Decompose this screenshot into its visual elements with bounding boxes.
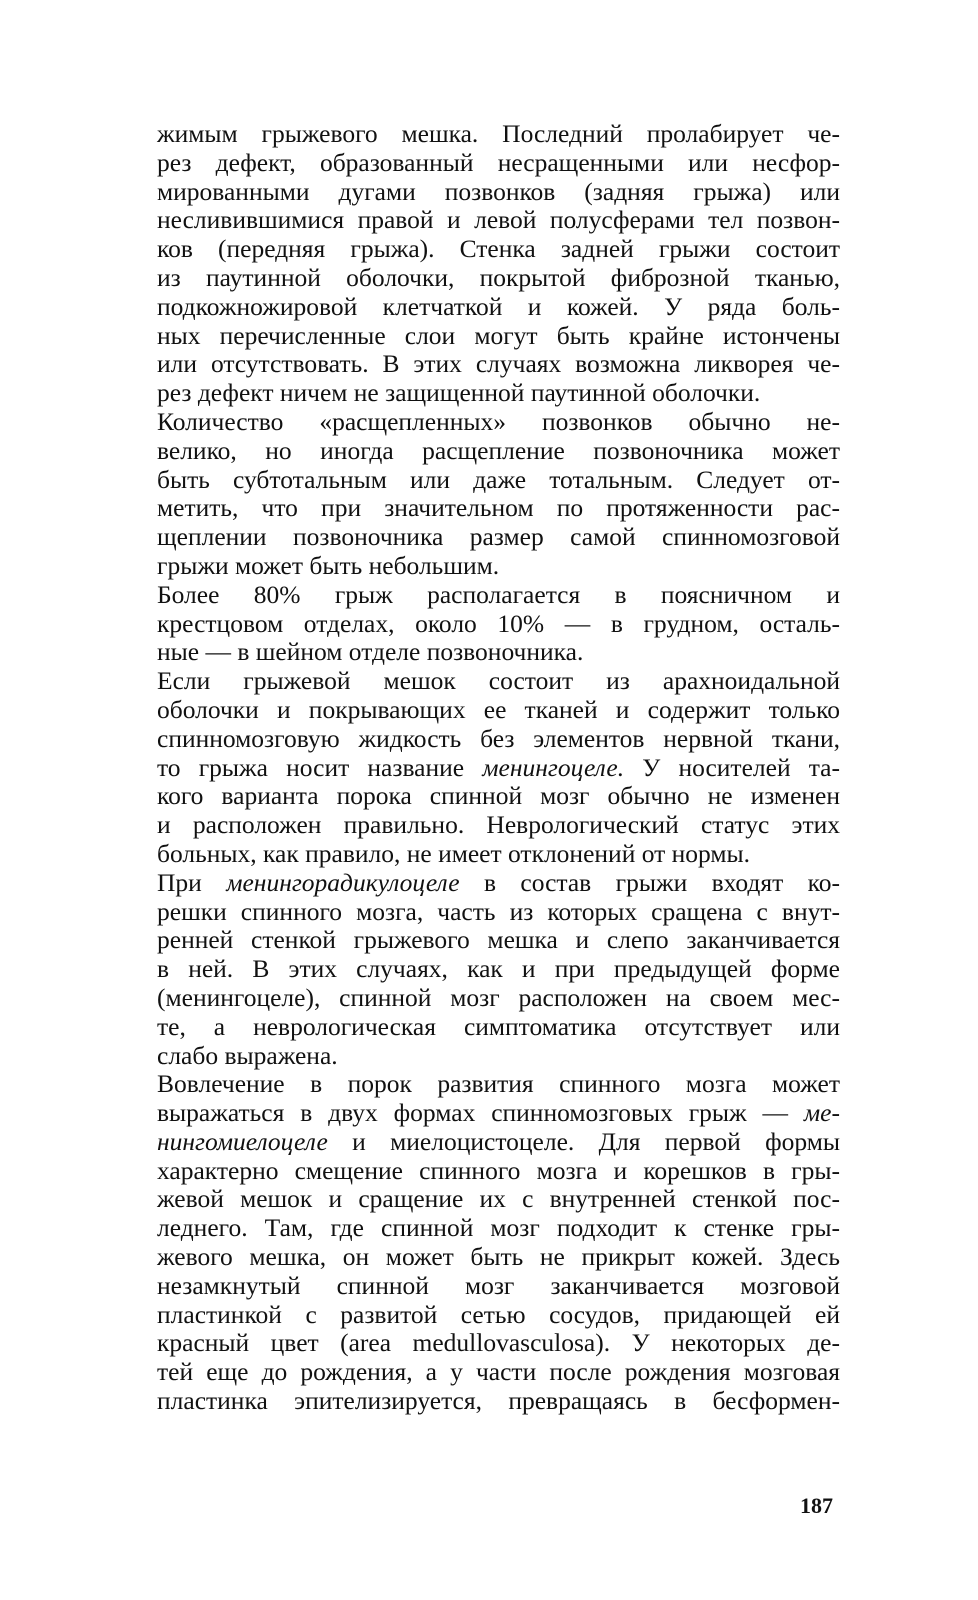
text-line bbox=[157, 725, 840, 754]
text-line bbox=[157, 638, 840, 667]
page-number: 187 bbox=[800, 1493, 833, 1518]
text-run: выражаться в двух формах спинномозговых грыж — bbox=[157, 1098, 804, 1128]
italic-term: менингорадикулоцеле bbox=[226, 867, 460, 897]
text-run: метить, что при значительном по протяженности рас- bbox=[157, 493, 840, 523]
text-line bbox=[157, 1099, 840, 1128]
text-line bbox=[157, 322, 840, 351]
text-run: те, а неврологическая симптоматика отсутствует или bbox=[157, 1011, 840, 1041]
text-run: кого варианта порока спинной мозг обычно не изменен bbox=[157, 781, 840, 811]
text-run: быть субтотальным или даже тотальным. Следует от- bbox=[157, 464, 840, 494]
text-run: ков (передняя грыжа). Стенка задней грыжи состоит bbox=[157, 234, 840, 264]
text-line bbox=[157, 926, 840, 955]
text-line bbox=[157, 1013, 840, 1042]
text-line bbox=[157, 1387, 840, 1416]
text-run: ренней стенкой грыжевого мешка и слепо заканчивается bbox=[157, 925, 840, 955]
text-line bbox=[157, 350, 840, 379]
text-line bbox=[157, 1070, 840, 1099]
text-line bbox=[157, 811, 840, 840]
body-text bbox=[157, 120, 840, 1416]
text-line bbox=[157, 494, 840, 523]
text-run: подкожножировой клетчаткой и кожей. У ряда боль- bbox=[157, 291, 840, 321]
text-run: рез дефект ничем не защищенной паутинной оболочки. bbox=[157, 378, 761, 408]
text-run: из паутинной оболочки, покрытой фиброзной тканью, bbox=[157, 262, 840, 292]
text-line bbox=[157, 408, 840, 437]
text-run: велико, но иногда расщепление позвоночника может bbox=[157, 435, 840, 465]
text-line bbox=[157, 840, 840, 869]
text-line bbox=[157, 379, 840, 408]
text-line bbox=[157, 955, 840, 984]
text-run: Вовлечение в порок развития спинного мозга может bbox=[157, 1069, 840, 1099]
text-line bbox=[157, 754, 840, 783]
text-line bbox=[157, 437, 840, 466]
text-run: или отсутствовать. В этих случаях возможна ликворея че- bbox=[157, 349, 840, 379]
text-run: рез дефект, образованный несращенными или несфор- bbox=[157, 147, 840, 177]
text-run: ные — в шейном отделе позвоночника. bbox=[157, 637, 584, 667]
text-line bbox=[157, 869, 840, 898]
text-line bbox=[157, 235, 840, 264]
text-run: решки спинного мозга, часть из которых сращена с внут- bbox=[157, 896, 840, 926]
text-run: грыжи может быть небольшим. bbox=[157, 550, 500, 580]
text-run: При bbox=[157, 867, 227, 897]
text-run: в ней. В этих случаях, как и при предыдущей форме bbox=[157, 954, 840, 984]
text-run: У носителей та- bbox=[624, 752, 840, 782]
text-line bbox=[157, 178, 840, 207]
text-run: характерно смещение спинного мозга и корешков в гры- bbox=[157, 1155, 840, 1185]
text-line bbox=[157, 1358, 840, 1387]
italic-term: ме- bbox=[803, 1098, 840, 1128]
text-line bbox=[157, 610, 840, 639]
text-run: Более 80% грыж располагается в поясничном и bbox=[157, 579, 840, 609]
text-line bbox=[157, 1128, 840, 1157]
text-run: жевой мешок и сращение их с внутренней стенкой пос- bbox=[157, 1184, 840, 1214]
text-line bbox=[157, 120, 840, 149]
text-run: щеплении позвоночника размер самой спинномозговой bbox=[157, 522, 840, 552]
text-run: незамкнутый спинной мозг заканчивается мозговой bbox=[157, 1270, 840, 1300]
text-line bbox=[157, 293, 840, 322]
italic-term: менингоцеле. bbox=[482, 752, 625, 782]
text-run: пластинка эпителизируется, превращаясь в бесформен- bbox=[157, 1386, 840, 1416]
text-line bbox=[157, 1301, 840, 1330]
text-line bbox=[157, 149, 840, 178]
text-line bbox=[157, 552, 840, 581]
text-line bbox=[157, 1185, 840, 1214]
text-line bbox=[157, 1214, 840, 1243]
italic-term: нингомиелоцеле bbox=[157, 1126, 328, 1156]
text-run: красный цвет (area medullovasculosa). У некоторых де- bbox=[157, 1328, 840, 1358]
text-run: слабо выражена. bbox=[157, 1040, 338, 1070]
text-line bbox=[157, 898, 840, 927]
text-run: и расположен правильно. Неврологический статус этих bbox=[157, 810, 840, 840]
text-run: леднего. Там, где спинной мозг подходит к стенке гры- bbox=[157, 1213, 840, 1243]
text-line bbox=[157, 1042, 840, 1071]
text-line bbox=[157, 1243, 840, 1272]
text-line bbox=[157, 466, 840, 495]
text-run: крестцовом отделах, около 10% — в грудном, осталь- bbox=[157, 608, 840, 638]
text-run: жимым грыжевого мешка. Последний пролабирует че- bbox=[157, 119, 840, 148]
text-line bbox=[157, 696, 840, 725]
text-run: тей еще до рождения, а у части после рождения мозговая bbox=[157, 1357, 840, 1387]
text-line bbox=[157, 984, 840, 1013]
text-run: спинномозговую жидкость без элементов нервной ткани, bbox=[157, 723, 840, 753]
text-run: оболочки и покрывающих ее тканей и содержит только bbox=[157, 694, 840, 724]
text-line bbox=[157, 782, 840, 811]
text-line bbox=[157, 523, 840, 552]
text-run: (менингоцеле), спинной мозг расположен на своем мес- bbox=[157, 982, 840, 1012]
text-run: и миелоцистоцеле. Для первой формы bbox=[327, 1126, 840, 1156]
text-run: несливившимися правой и левой полусферами тел позвон- bbox=[157, 205, 840, 235]
text-run: то грыжа носит название bbox=[157, 752, 483, 782]
text-line bbox=[157, 1157, 840, 1186]
text-line bbox=[157, 206, 840, 235]
text-run: жевого мешка, он может быть не прикрыт кожей. Здесь bbox=[157, 1242, 840, 1272]
text-run: пластинкой с развитой сетью сосудов, придающей ей bbox=[157, 1299, 840, 1329]
text-line bbox=[157, 1272, 840, 1301]
text-run: больных, как правило, не имеет отклонений от нормы. bbox=[157, 838, 751, 868]
text-line bbox=[157, 1329, 840, 1358]
text-line bbox=[157, 264, 840, 293]
text-run: мированными дугами позвонков (задняя грыжа) или bbox=[157, 176, 840, 206]
text-run: Количество «расщепленных» позвонков обычно не- bbox=[157, 406, 840, 436]
text-line bbox=[157, 667, 840, 696]
text-run: Если грыжевой мешок состоит из арахноидальной bbox=[157, 666, 840, 696]
text-line bbox=[157, 581, 840, 610]
text-run: в состав грыжи входят ко- bbox=[459, 867, 841, 897]
text-run: ных перечисленные слои могут быть крайне истончены bbox=[157, 320, 840, 350]
